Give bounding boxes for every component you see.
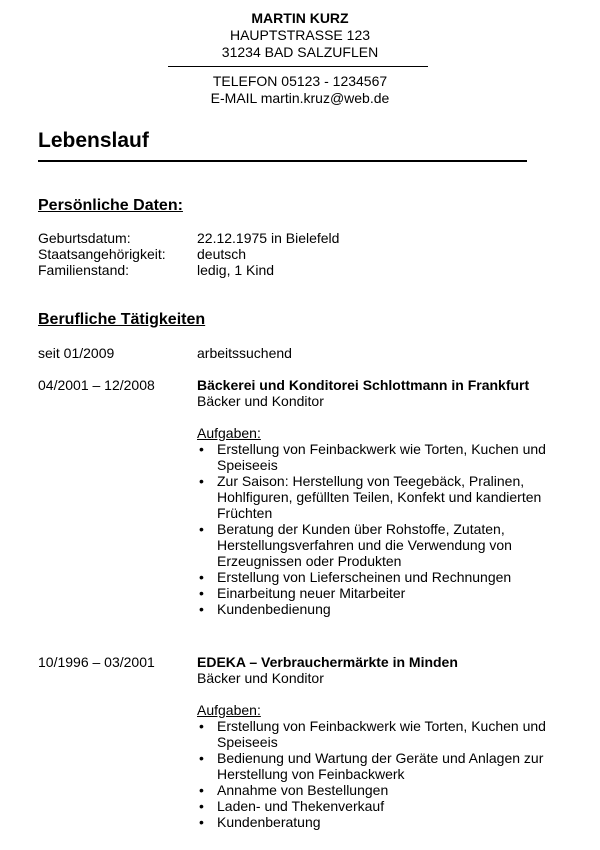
marital-status-value: ledig, 1 Kind bbox=[197, 262, 275, 278]
list-item: • Annahme von Bestellungen bbox=[199, 782, 389, 798]
tasks-list bbox=[197, 718, 567, 830]
title-divider bbox=[38, 160, 527, 162]
nationality-label: Staatsangehörigkeit: bbox=[38, 246, 166, 262]
bullet-icon: • bbox=[199, 718, 204, 734]
bullet-icon: • bbox=[199, 521, 204, 537]
bullet-icon: • bbox=[199, 798, 204, 814]
entry-date: seit 01/2009 bbox=[38, 345, 115, 361]
list-item: • Kundenbedienung bbox=[199, 601, 331, 617]
career-heading: Berufliche Tätigkeiten bbox=[38, 311, 206, 328]
address-block bbox=[0, 10, 600, 61]
list-item: • Erstellung von Lieferscheinen und Rechnungen bbox=[199, 569, 512, 585]
tasks-label: Aufgaben: bbox=[197, 702, 261, 718]
bullet-icon: • bbox=[199, 782, 204, 798]
street-address: HAUPTSTRASSE 123 bbox=[229, 27, 371, 43]
marital-status-label: Familienstand: bbox=[38, 262, 130, 278]
birthdate-value: 22.12.1975 in Bielefeld bbox=[197, 230, 340, 246]
entry-date: 04/2001 – 12/2008 bbox=[38, 377, 155, 393]
list-item: • Kundenberatung bbox=[199, 814, 321, 830]
bullet-icon: • bbox=[199, 585, 204, 601]
entry-employer: EDEKA – Verbrauchermärkte in Minden bbox=[197, 654, 458, 670]
personal-data-table bbox=[38, 230, 558, 278]
birthdate-label: Geburtsdatum: bbox=[38, 230, 131, 246]
tasks-label: Aufgaben: bbox=[197, 425, 261, 441]
list-item: • Erstellung von Feinbackwerk wie Torten, Kuchen und Speiseeis bbox=[199, 441, 546, 473]
list-item: • Einarbeitung neuer Mitarbeiter bbox=[199, 585, 406, 601]
bullet-icon: • bbox=[199, 750, 204, 766]
entry-employer: Bäckerei und Konditorei Schlottmann in Frankfurt bbox=[197, 377, 530, 393]
contact-block bbox=[0, 73, 600, 107]
applicant-name: MARTIN KURZ bbox=[251, 10, 349, 26]
list-item: • Zur Saison: Herstellung von Teegebäck, Pralinen, Hohlfiguren, gefüllten Teilen, Konfekt und kandierten Früchten bbox=[199, 473, 542, 521]
bullet-icon: • bbox=[199, 441, 204, 457]
list-item: • Beratung der Kunden über Rohstoffe, Zutaten, Herstellungsverfahren und die Verwendung von Erzeugnissen oder Produkten bbox=[199, 521, 512, 569]
header-divider bbox=[168, 66, 428, 67]
entry-date: 10/1996 – 03/2001 bbox=[38, 654, 155, 670]
bullet-icon: • bbox=[199, 601, 204, 617]
list-item: • Erstellung von Feinbackwerk wie Torten, Kuchen und Speiseeis bbox=[199, 718, 546, 750]
birthdate-row bbox=[38, 230, 558, 246]
personal-data-heading: Persönliche Daten: bbox=[38, 197, 183, 214]
city-address: 31234 BAD SALZUFLEN bbox=[221, 44, 379, 60]
marital-status-row bbox=[38, 262, 558, 278]
entry-status: arbeitssuchend bbox=[197, 345, 292, 361]
bullet-icon: • bbox=[199, 473, 204, 489]
entry-role: Bäcker und Konditor bbox=[197, 393, 324, 409]
bullet-icon: • bbox=[199, 814, 204, 830]
nationality-row bbox=[38, 246, 558, 262]
list-item: • Laden- und Thekenverkauf bbox=[199, 798, 385, 814]
entry-role: Bäcker und Konditor bbox=[197, 670, 324, 686]
email-address: E-MAIL martin.kruz@web.de bbox=[210, 90, 390, 106]
bullet-icon: • bbox=[199, 569, 204, 585]
nationality-value: deutsch bbox=[197, 246, 247, 262]
list-item: • Bedienung und Wartung der Geräte und Anlagen zur Herstellung von Feinbackwerk bbox=[199, 750, 544, 782]
phone-number: TELEFON 05123 - 1234567 bbox=[212, 73, 388, 89]
tasks-list bbox=[197, 441, 567, 617]
document-title: Lebenslauf bbox=[38, 129, 149, 152]
